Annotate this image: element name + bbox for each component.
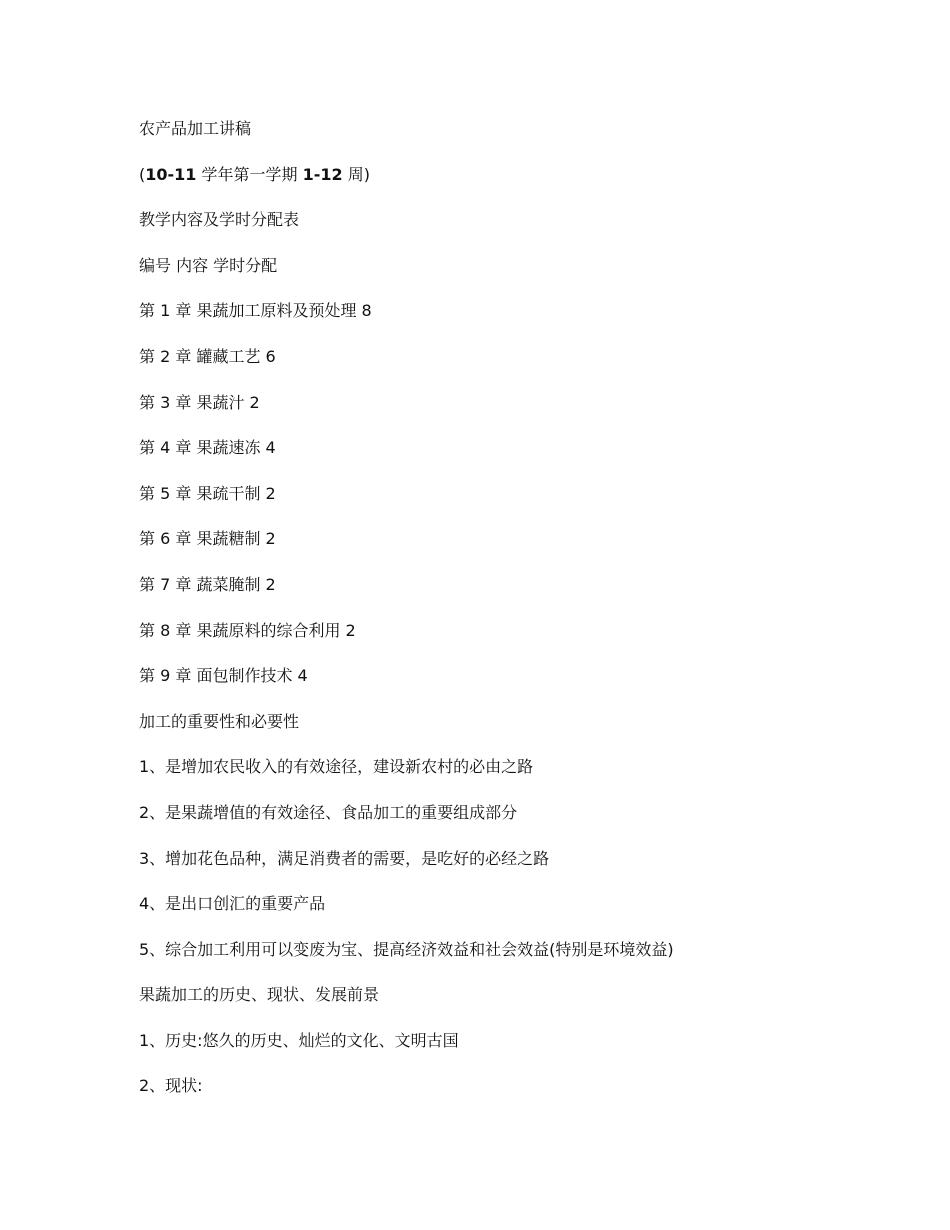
list-item: 1、历史:悠久的历史、灿烂的文化、文明古国 [139, 1030, 459, 1050]
term-close: 周) [342, 164, 370, 184]
term-line [139, 162, 899, 188]
chapter-row: 第 2 章 罐藏工艺 6 [139, 346, 276, 366]
chapter-row: 第 4 章 果蔬速冻 4 [139, 438, 276, 458]
list-item: 2、是果蔬增值的有效途径、食品加工的重要组成部分 [139, 802, 518, 822]
term-years: 10-11 [145, 164, 197, 184]
table-title: 教学内容及学时分配表 [139, 210, 300, 230]
list-item: 3、增加花色品种，满足消费者的需要，是吃好的必经之路 [139, 848, 550, 868]
term-weeks: 1-12 [302, 164, 343, 184]
term-open: ( [139, 164, 146, 184]
chapter-row: 第 3 章 果蔬汁 2 [139, 392, 260, 412]
list-item: 1、是增加农民收入的有效途径，建设新农村的必由之路 [139, 757, 534, 777]
chapter-row: 第 8 章 果蔬原料的综合利用 2 [139, 620, 356, 640]
table-header: 编号 内容 学时分配 [139, 255, 278, 275]
document-body [139, 116, 899, 1119]
list-item: 2、现状: [139, 1076, 203, 1096]
list-item: 5、综合加工利用可以变废为宝、提高经济效益和社会效益(特别是环境效益) [139, 939, 674, 959]
chapter-row: 第 1 章 果蔬加工原料及预处理 8 [139, 301, 372, 321]
chapter-row: 第 6 章 果蔬糖制 2 [139, 529, 276, 549]
chapter-row: 第 9 章 面包制作技术 4 [139, 666, 308, 686]
chapter-row: 第 5 章 果疏干制 2 [139, 483, 276, 503]
document-title: 农产品加工讲稿 [139, 119, 252, 138]
chapter-row: 第 7 章 蔬菜腌制 2 [139, 574, 276, 594]
section-heading-importance: 加工的重要性和必要性 [139, 711, 300, 731]
term-mid: 学年第一学期 [196, 164, 303, 184]
list-item: 4、是出口创汇的重要产品 [139, 894, 326, 914]
section-heading-history: 果蔬加工的历史、现状、发展前景 [139, 985, 380, 1005]
